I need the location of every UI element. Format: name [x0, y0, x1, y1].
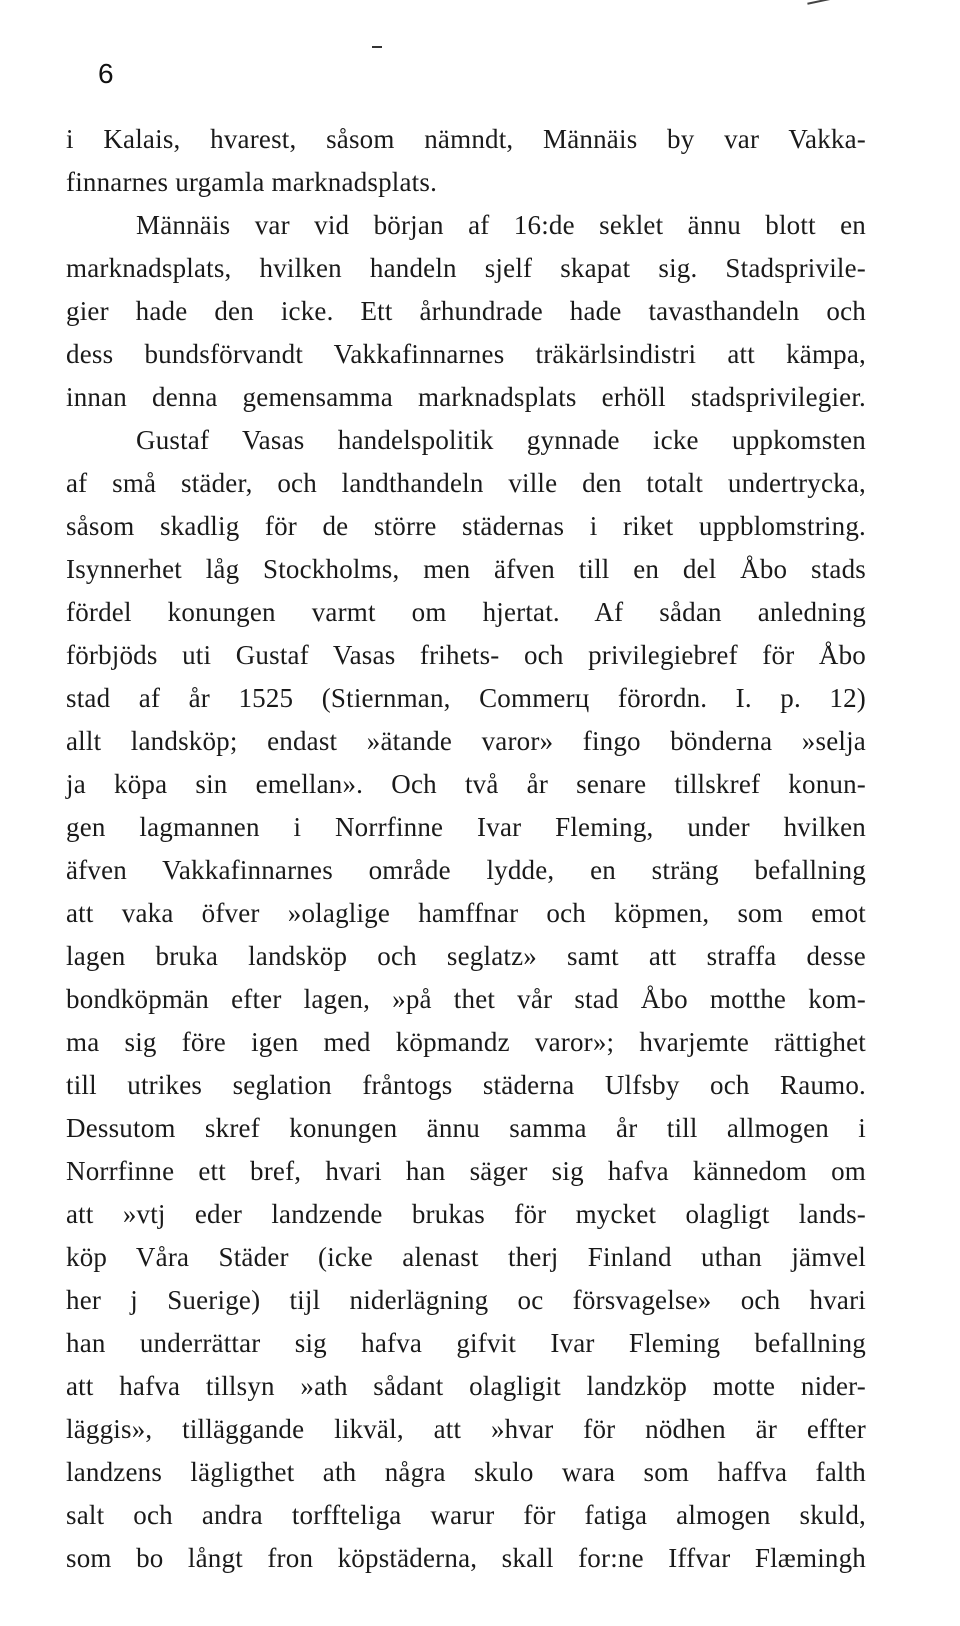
text-line: till utrikes seglation fråntogs städerna Ulfsby och Raumo.	[66, 1070, 866, 1100]
text-line: stad af år 1525 (Stiernman, Commerц förordn. I. p. 12)	[66, 683, 866, 713]
text-line: Gustaf Vasas handelspolitik gynnade icke uppkomsten	[136, 425, 866, 455]
text-line: fördel konungen varmt om hjertat. Af sådan anledning	[66, 597, 866, 627]
text-line: bondköpmän efter lagen, »på thet vår stad Åbo motthe kom-	[66, 984, 866, 1014]
text-line: salt och andra torffteliga warur för fatiga almogen skuld,	[66, 1500, 866, 1530]
text-line: köp Våra Städer (icke alenast therj Finland uthan jämvel	[66, 1242, 866, 1272]
text-line: gier hade den icke. Ett århundrade hade tavasthandeln och	[66, 296, 866, 326]
text-line: att vaka öfver »olaglige hamffnar och köpmen, som emot	[66, 898, 866, 928]
text-line: lagen bruka landsköp och seglatz» samt att straffa desse	[66, 941, 866, 971]
text-line: innan denna gemensamma marknadsplats erhöll stadsprivilegier.	[66, 382, 866, 412]
text-line: marknadsplats, hvilken handeln sjelf skapat sig. Stadsprivile-	[66, 253, 866, 283]
text-line: her j Suerige) tijl niderlägning oc försvagelse» och hvari	[66, 1285, 866, 1315]
page-number: 6	[98, 58, 114, 89]
text-line: läggis», tilläggande likväl, att »hvar för nödhen är effter	[66, 1414, 866, 1444]
text-line: finnarnes urgamla marknadsplats.	[66, 167, 438, 197]
text-line: han underrättar sig hafva gifvit Ivar Fleming befallning	[66, 1328, 866, 1358]
text-line: förbjöds uti Gustaf Vasas frihets- och privilegiebref för Åbo	[66, 640, 866, 670]
text-line: af små städer, och landthandeln ville den totalt undertrycka,	[66, 468, 866, 498]
text-line: att »vtj eder landzende brukas för mycket olagligt lands-	[66, 1199, 866, 1229]
text-line: ma sig före igen med köpmandz varor»; hvarjemte rättighet	[66, 1027, 866, 1057]
text-line: såsom skadlig för de större städernas i riket uppblomstring.	[66, 511, 866, 541]
text-line: Isynnerhet låg Stockholms, men äfven till en del Åbo stads	[66, 554, 866, 584]
text-line: som bo långt fron köpstäderna, skall for:ne Iffvar Flæmingh	[66, 1543, 866, 1573]
text-line: dess bundsförvandt Vakkafinnarnes träkärlsindistri att kämpa,	[66, 339, 866, 369]
body-text	[66, 118, 866, 1580]
text-line: äfven Vakkafinnarnes område lydde, en sträng befallning	[66, 855, 866, 885]
text-line: allt landsköp; endast »ätande varor» fingo bönderna »selja	[66, 726, 866, 756]
text-line: att hafva tillsyn »ath sådant olagligit landzköp motte nider-	[66, 1371, 866, 1401]
text-line: landzens lägligthet ath några skulo wara som haffva falth	[66, 1457, 866, 1487]
text-line: Norrfinne ett bref, hvari han säger sig hafva kännedom om	[66, 1156, 866, 1186]
scan-mark	[807, 0, 835, 13]
text-line: gen lagmannen i Norrfinne Ivar Fleming, under hvilken	[66, 812, 866, 842]
text-line: i Kalais, hvarest, såsom nämndt, Männäis by var Vakka-	[66, 124, 866, 154]
text-line: Männäis var vid början af 16:de seklet ännu blott en	[136, 210, 866, 240]
text-line: ja köpa sin emellan». Och två år senare tillskref konun-	[66, 769, 866, 799]
text-line: Dessutom skref konungen ännu samma år till allmogen i	[66, 1113, 866, 1143]
scan-dash-mark	[372, 46, 382, 48]
